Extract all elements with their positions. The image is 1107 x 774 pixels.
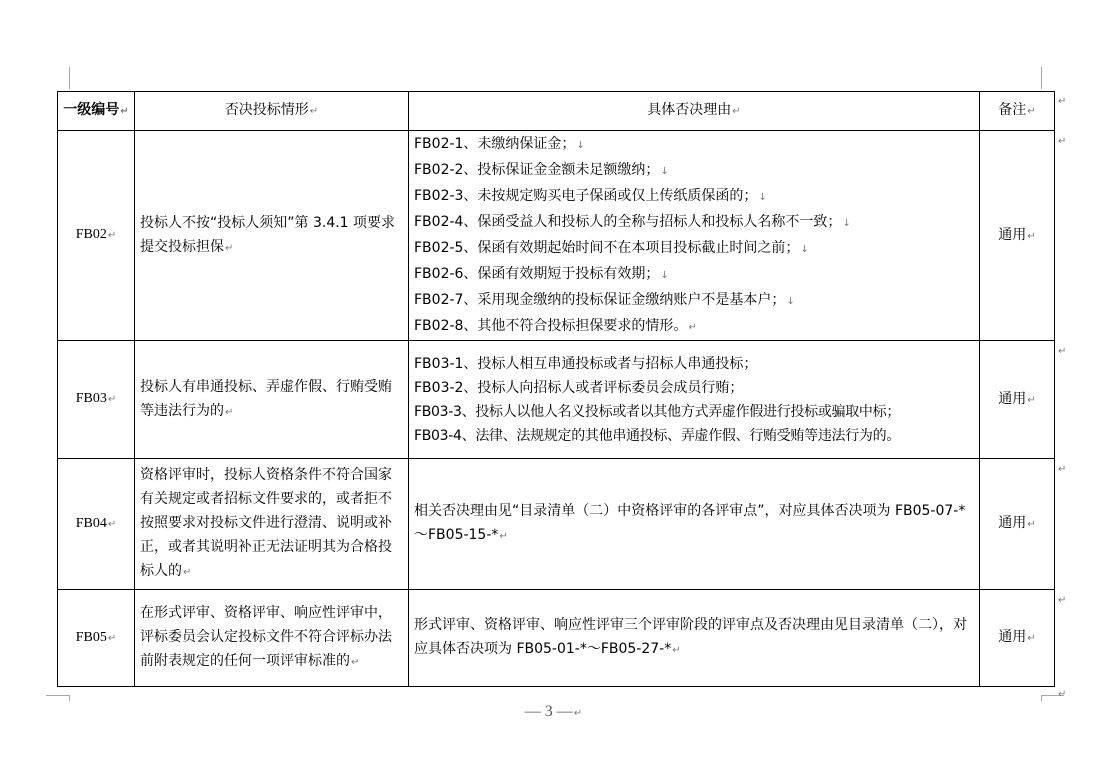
table-row [58, 590, 1055, 687]
reason-line: FB02-7、采用现金缴纳的投标保证金缴纳账户不是基本户；↓ [414, 291, 795, 308]
row-situation-cell: 投标人有串通投标、弄虚作假、行贿受贿等违法行为的↵ [135, 341, 409, 459]
row-note-cell: 通用↵ [980, 459, 1055, 590]
row-situation-cell: 投标人不按“投标人须知”第 3.4.1 项要求提交投标担保↵ [135, 131, 409, 341]
crop-mark-bottom-left-h [46, 695, 69, 696]
table-row [58, 341, 1055, 459]
reason-line: FB02-3、未按规定购买电子保函或仅上传纸质保函的；↓ [414, 187, 767, 204]
header-remarks: 备注↵ [980, 92, 1055, 131]
crop-mark-top-left-v [69, 67, 70, 89]
row-note-cell: 通用↵ [980, 131, 1055, 341]
reason-line: FB02-6、保函有效期短于投标有效期；↓ [414, 265, 669, 282]
reason-line: FB03-2、投标人向招标人或者评标委员会成员行贿； [414, 379, 744, 396]
row-end-mark: ↵ [1058, 346, 1067, 357]
rejection-table [57, 91, 1055, 687]
header-level-code: 一级编号↵ [58, 92, 135, 131]
row-end-mark: ↵ [1058, 96, 1067, 107]
row-reasons-cell: 相关否决理由见“目录清单（二）中资格评审的各评审点”，对应具体否决项为 FB05-07-*～FB05-15-*↵ [409, 459, 980, 590]
crop-mark-bottom-right-v [1041, 695, 1042, 701]
row-note-cell: 通用↵ [980, 590, 1055, 687]
reason-line: FB02-5、保函有效期起始时间不在本项目投标截止时间之前；↓ [414, 239, 809, 256]
row-situation-cell: 在形式评审、资格评审、响应性评审中，评标委员会认定投标文件不符合评标办法前附表规定的任何一项评审标准的↵ [135, 590, 409, 687]
table-row [58, 131, 1055, 341]
row-note-cell: 通用↵ [980, 341, 1055, 459]
row-code-cell: FB04↵ [58, 459, 135, 590]
reason-line: FB02-1、未缴纳保证金；↓ [414, 135, 585, 152]
row-end-mark: ↵ [1058, 595, 1067, 606]
row-end-mark: ↵ [1058, 464, 1067, 475]
table-header-row [58, 92, 1055, 131]
crop-mark-top-right-v [1041, 67, 1042, 89]
reason-line: FB02-4、保函受益人和投标人的全称与招标人和投标人名称不一致；↓ [414, 213, 851, 230]
row-code-cell: FB03↵ [58, 341, 135, 459]
reason-line: FB02-2、投标保证金金额未足额缴纳；↓ [414, 161, 669, 178]
table-row [58, 459, 1055, 590]
row-reasons-cell: 形式评审、资格评审、响应性评审三个评审阶段的评审点及否决理由见目录清单（二），对应具体否决项为 FB05-01-*～FB05-27-*↵ [409, 590, 980, 687]
header-specific-reason: 具体否决理由↵ [409, 92, 980, 131]
reason-line: FB03-3、投标人以他人名义投标或者以其他方式弄虚作假进行投标或骗取中标； [414, 403, 901, 420]
header-rejection-situation: 否决投标情形↵ [135, 92, 409, 131]
crop-mark-bottom-left-v [69, 695, 70, 701]
row-end-mark: ↵ [1058, 689, 1067, 700]
row-code-cell: FB02↵ [58, 131, 135, 341]
reason-line: FB03-4、法律、法规规定的其他串通投标、弄虚作假、行贿受贿等违法行为的。 [414, 427, 901, 444]
row-end-mark: ↵ [1058, 136, 1067, 147]
row-reasons-cell [409, 341, 980, 459]
reason-line: FB03-1、投标人相互串通投标或者与招标人串通投标； [414, 355, 758, 372]
row-code-cell: FB05↵ [58, 590, 135, 687]
row-reasons-cell [409, 131, 980, 341]
row-situation-cell: 资格评审时，投标人资格条件不符合国家有关规定或者招标文件要求的，或者拒不按照要求对投标文件进行澄清、说明或补正，或者其说明补正无法证明其为合格投标人的↵ [135, 459, 409, 590]
page-number: — 3 —↵ [524, 703, 583, 720]
reason-line: FB02-8、其他不符合投标担保要求的情形。↵ [414, 317, 697, 334]
